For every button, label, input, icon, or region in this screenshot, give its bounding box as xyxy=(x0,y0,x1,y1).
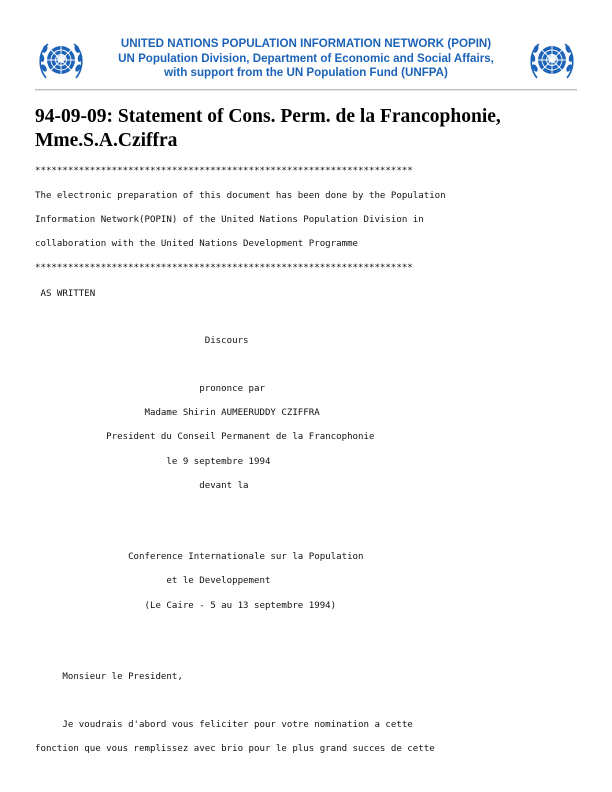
conference-name: Conference Internationale sur la Population xyxy=(35,552,364,562)
title-line-2: Mme.S.A.Cziffra xyxy=(35,129,178,151)
document-title xyxy=(35,105,575,152)
title-line-1: 94-09-09: Statement of Cons. Perm. de la Francophonie, xyxy=(35,106,501,127)
un-emblem-icon xyxy=(36,38,86,84)
conference-location: (Le Caire - 5 au 13 septembre 1994) xyxy=(35,601,337,611)
paragraph-line: fonction que vous remplissez avec brio pour le plus grand succes de cette xyxy=(35,744,435,754)
intro-line: Information Network(POPIN) of the United Nations Population Division in xyxy=(35,215,424,225)
speaker-title: President du Conseil Permanent de la Francophonie xyxy=(35,432,375,442)
header-line-1: UNITED NATIONS POPULATION INFORMATION NETWORK (POPIN) xyxy=(120,37,492,50)
header-line-2: UN Population Division, Department of Economic and Social Affairs, xyxy=(118,51,494,65)
separator-stars-top: ********************************************************************* xyxy=(35,166,413,176)
intro-line: The electronic preparation of this document has been done by the Population xyxy=(35,191,446,201)
un-emblem-icon xyxy=(527,38,577,84)
header-text xyxy=(92,37,520,81)
intro-line: collaboration with the United Nations Development Programme xyxy=(35,239,359,249)
speaker-name: Madame Shirin AUMEERUDDY CZIFFRA xyxy=(35,408,320,418)
conference-name: et le Developpement xyxy=(35,576,271,586)
as-written-note: AS WRITTEN xyxy=(35,289,96,299)
popin-header xyxy=(0,0,612,92)
speech-date: le 9 septembre 1994 xyxy=(35,457,271,467)
paragraph-line: Je voudrais d'abord vous feliciter pour votre nomination a cette xyxy=(35,720,413,730)
header-divider xyxy=(35,89,577,91)
speech-heading: Discours xyxy=(35,336,249,346)
salutation: Monsieur le President, xyxy=(35,672,183,682)
speech-byline: prononce par xyxy=(35,384,265,394)
separator-stars-bottom: ********************************************************************* xyxy=(35,263,413,273)
header-line-3: with support from the UN Population Fund (UNFPA) xyxy=(164,66,448,79)
speech-audience: devant la xyxy=(35,481,249,491)
